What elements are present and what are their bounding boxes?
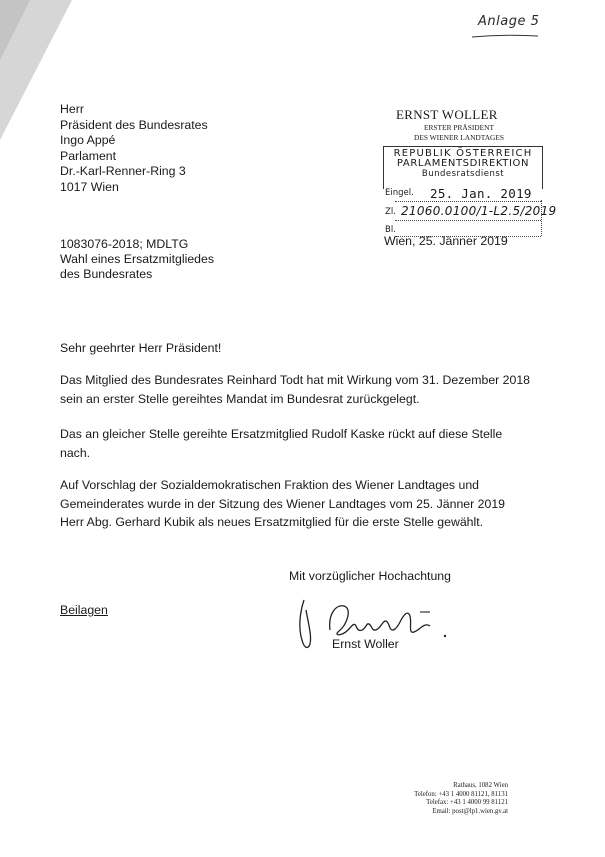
address-line: Herr: [60, 102, 84, 116]
body-paragraph: [60, 371, 531, 408]
stamp-directorate: PARLAMENTSDIREKTION: [396, 158, 530, 169]
footer-contact: [398, 782, 508, 816]
address-line: Parlament: [60, 148, 117, 163]
body-line: Das Mitglied des Bundesrates Reinhard Todt hat mit Wirkung vom 31. Dezember 2018: [60, 373, 531, 387]
stamp-dotted-edge: [541, 200, 542, 236]
annotation-underline: [470, 32, 540, 40]
address-line: Präsident des Bundesrates: [60, 117, 208, 132]
closing-phrase: Mit vorzüglicher Hochachtung: [289, 569, 451, 583]
sender-title-line: DES WIENER LANDTAGES: [413, 133, 504, 142]
handwritten-signature: [290, 592, 465, 662]
body-line: Das an gleicher Stelle gereihte Ersatzmitglied Rudolf Kaske rückt auf diese Stelle: [60, 427, 503, 441]
address-line: Ingo Appé: [60, 133, 116, 148]
signer-name: Ernst Woller: [332, 637, 399, 651]
body-line: Gemeinderates wurde in der Sitzung des Wiener Landtages vom 25. Jänner 2019: [60, 496, 505, 511]
stamp-file-number: 21060.0100/1-L2.5/2019: [401, 204, 557, 218]
body-paragraph: [60, 476, 505, 532]
address-line: Dr.-Karl-Renner-Ring 3: [60, 164, 186, 179]
stamp-bl-label: Bl.: [385, 225, 396, 235]
receipt-stamp: [383, 146, 543, 189]
footer-address: Rathaus, 1082 Wien: [453, 782, 508, 789]
body-paragraph: [60, 425, 505, 462]
handwritten-annotation: Anlage 5: [478, 14, 540, 29]
stamp-republic: REPUBLIK ÖSTERREICH: [393, 148, 533, 159]
stamp-department: Bundesratsdienst: [421, 169, 505, 179]
sender-name: ERNST WOLLER: [396, 107, 498, 122]
body-line: nach.: [60, 445, 91, 460]
stamp-dotted-line: [395, 201, 541, 202]
subject-line: Wahl eines Ersatzmitgliedes: [60, 252, 214, 266]
stamp-eingel-label: Eingel.: [385, 188, 414, 198]
recipient-address: [60, 102, 208, 196]
sender-title-line: ERSTER PRÄSIDENT: [423, 123, 494, 132]
subject-line: des Bundesrates: [60, 267, 153, 281]
stamp-zl-label: Zl.: [385, 207, 396, 217]
salutation: Sehr geehrter Herr Präsident!: [60, 341, 222, 355]
body-line: sein an erster Stelle gereihtes Mandat im Bundesrat zurückgelegt.: [60, 391, 420, 406]
place-date: Wien, 25. Jänner 2019: [384, 234, 508, 248]
attachments-label: Beilagen: [60, 603, 108, 617]
footer-email: Email: post@lp1.wien.gv.at: [432, 807, 508, 815]
sender-title: [400, 123, 518, 143]
stamp-received-date: 25. Jan. 2019: [430, 186, 532, 201]
body-line: Herr Abg. Gerhard Kubik als neues Ersatzmitglied für die erste Stelle gewählt.: [60, 515, 484, 530]
reference-number: 1083076-2018; MDLTG: [60, 237, 189, 251]
footer-phone: Telefon: +43 1 4000 81121, 81131: [414, 790, 508, 798]
footer-fax: Telefax: +43 1 4000 99 81121: [426, 799, 508, 806]
reference-block: [60, 237, 214, 282]
stamp-dotted-line: [395, 220, 541, 221]
body-line: Auf Vorschlag der Sozialdemokratischen Fraktion des Wiener Landtages und: [60, 478, 480, 492]
address-line: 1017 Wien: [60, 179, 119, 194]
